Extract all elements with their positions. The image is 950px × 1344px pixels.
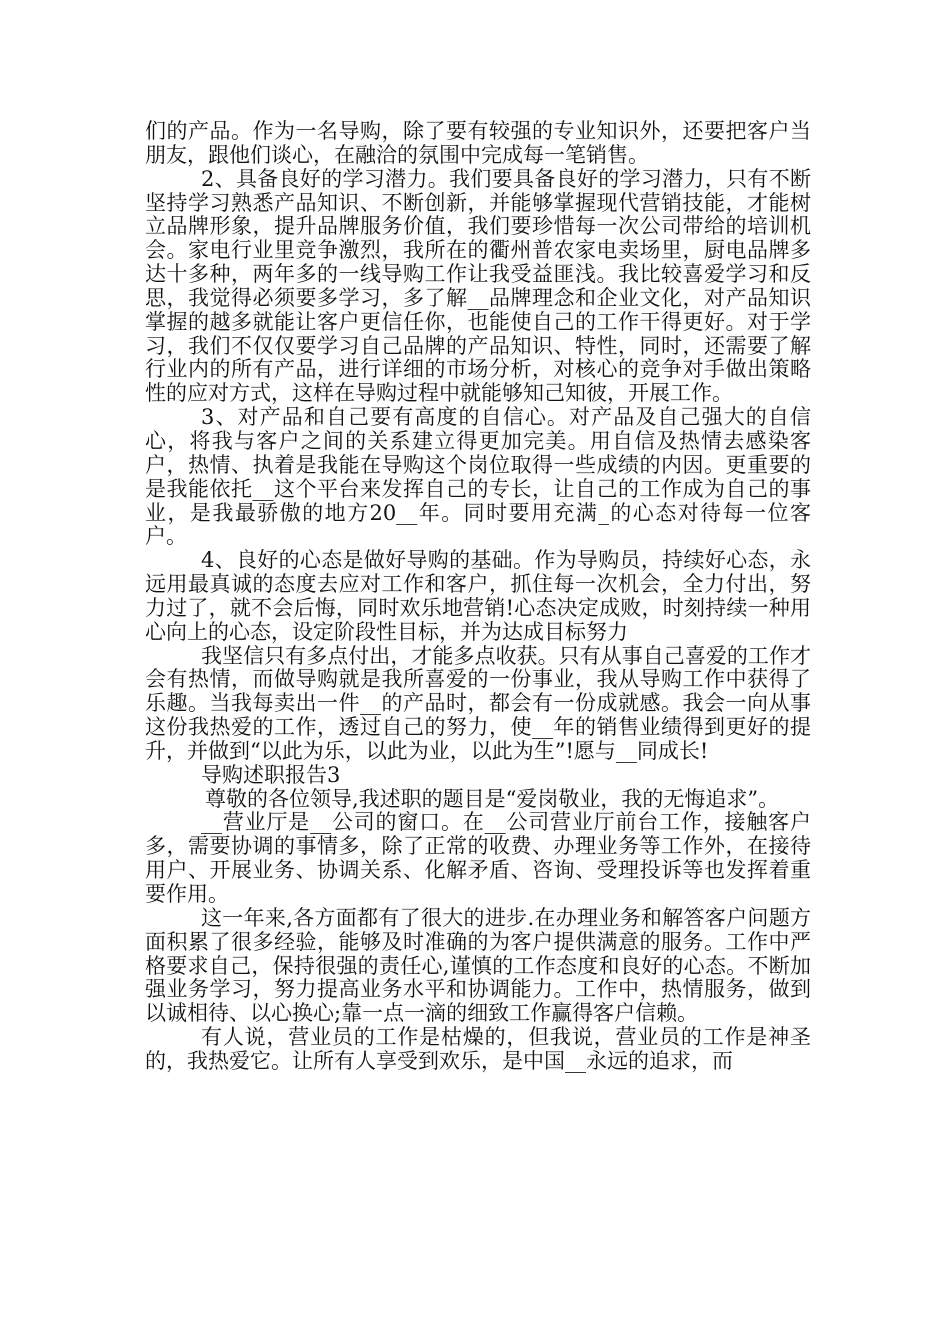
paragraph-continuation: 们的产品。作为一名导购，除了要有较强的专业知识外，还要把客户当朋友，跟他们谈心，在融洽的氛围中完成每一笔销售。 (145, 119, 811, 167)
paragraph-conclusion: 我坚信只有多点付出，才能多点收获。只有从事自己喜爱的工作才会有热情，而做导购就是我所喜爱的一份事业，我从导购工作中获得了乐趣。当我每卖出一件__的产品时，都会有一份成就感。我会一向从事这份我热爱的工作，透过自己的努力，使__年的销售业绩得到更好的提升，并做到“以此为乐，以此为业，以此为生”!愿与__同成长! (145, 643, 811, 763)
section-heading: 导购述职报告3 (201, 762, 341, 787)
paragraph-greeting: 尊敬的各位领导,我述职的题目是“爱岗敬业，我的无悔追求”。 (205, 786, 780, 811)
paragraph-service-hall: __营业厅是__公司的窗口。在__公司营业厅前台工作，接触客户多，需要协调的事情多，除了正常的收费、办理业务等工作外，在接待用户、开展业务、协调关系、化解矛盾、咨询、受理投诉等也发挥着重要作用。 (145, 810, 811, 906)
paragraph-year-review: 这一年来,各方面都有了很大的进步.在办理业务和解答客户问题方面积累了很多经验，能够及时准确的为客户提供满意的服务。工作中严格要求自己，保持很强的责任心,谨慎的工作态度和良好的心态。不断加强业务学习，努力提高业务水平和协调能力。工作中，热情服务，做到以诚相待、以心换心;靠一点一滴的细致工作赢得客户信赖。 (145, 905, 811, 1026)
paragraph-work-attitude: 有人说，营业员的工作是枯燥的，但我说，营业员的工作是神圣的，我热爱它。让所有人享受到欢乐，是中国__永远的追求，而 (145, 1025, 811, 1073)
document-body (145, 120, 811, 1074)
paragraph-good-attitude: 4、良好的心态是做好导购的基础。作为导购员，持续好心态，永远用最真诚的态度去应对工作和客户，抓住每一次机会，全力付出，努力过了，就不会后悔，同时欢乐地营销!心态决定成败，时刻持续一种用心向上的心态，设定阶段性目标，并为达成目标努力 (145, 548, 811, 644)
paragraph-self-confidence: 3、对产品和自己要有高度的自信心。对产品及自己强大的自信心，将我与客户之间的关系建立得更加完美。用自信及热情去感染客户，热情、执着是我能在导购这个岗位取得一些成绩的内因。更重要的是我能依托__这个平台来发挥自己的专长，让自己的工作成为自己的事业，是我最骄傲的地方20__年。同时要用充满_的心态对待每一位客户。 (145, 405, 811, 549)
paragraph-learning-potential: 2、具备良好的学习潜力。我们要具备良好的学习潜力，只有不断坚持学习熟悉产品知识、不断创新，并能够掌握现代营销技能，才能树立品牌形象，提升品牌服务价值，我们要珍惜每一次公司带给的培训机会。家电行业里竞争激烈，我所在的衢州普农家电卖场里，厨电品牌多达十多种，两年多的一线导购工作让我受益匪浅。我比较喜爱学习和反思，我觉得必须要多学习，多了解__品牌理念和企业文化，对产品知识掌握的越多就能让客户更信任你，也能使自己的工作干得更好。对于学习，我们不仅仅要学习自己品牌的产品知识、特性，同时，还需要了解行业内的所有产品，进行详细的市场分析，对核心的竞争对手做出策略性的应对方式，这样在导购过程中就能够知己知彼，开展工作。 (145, 166, 811, 406)
